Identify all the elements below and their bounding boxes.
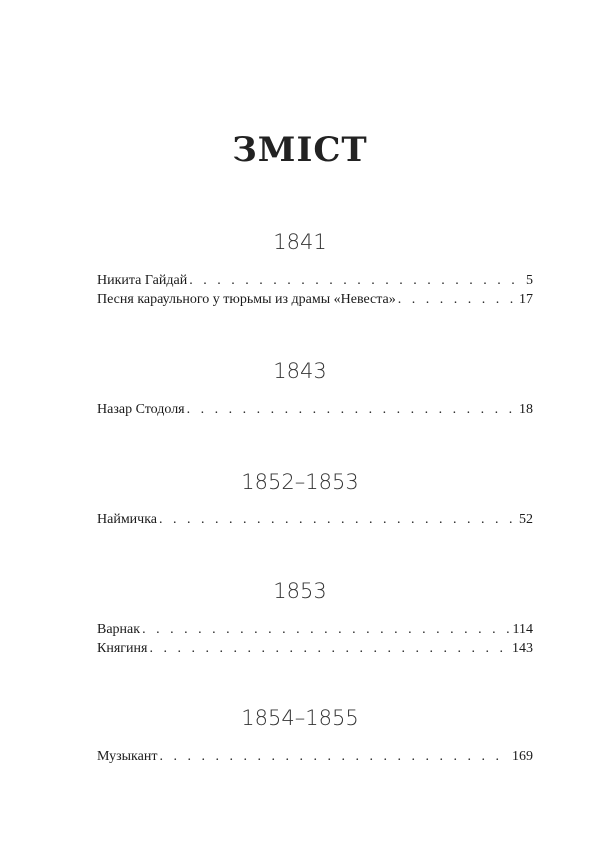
leader-dots xyxy=(159,511,517,529)
entry-title: Варнак xyxy=(97,622,141,637)
entry-page: 52 xyxy=(519,512,533,527)
section-year: 1853 xyxy=(273,579,327,603)
entry-page: 5 xyxy=(526,273,533,288)
entry-title: Княгиня xyxy=(97,641,148,656)
section-year: 1852–1853 xyxy=(241,470,359,494)
entry-page: 143 xyxy=(512,641,533,656)
toc-entry[interactable] xyxy=(97,272,533,290)
toc-entry[interactable] xyxy=(97,621,533,639)
entry-title: Наймичка xyxy=(97,512,158,527)
leader-dots xyxy=(187,401,517,419)
toc-entry[interactable] xyxy=(97,748,533,766)
section-year: 1854–1855 xyxy=(241,706,359,730)
page-title: ЗМІСТ xyxy=(232,130,368,170)
entry-page: 169 xyxy=(512,749,533,764)
leader-dots xyxy=(149,640,510,658)
toc-entry[interactable] xyxy=(97,291,533,309)
entry-page: 114 xyxy=(512,622,533,637)
toc-entry[interactable] xyxy=(97,511,533,529)
toc-entry[interactable] xyxy=(97,640,533,658)
entry-title: Песня караульного у тюрьмы из драмы «Невеста» xyxy=(97,292,396,307)
entry-title: Никита Гайдай xyxy=(97,273,188,288)
leader-dots xyxy=(142,621,510,639)
leader-dots xyxy=(159,748,510,766)
leader-dots xyxy=(398,291,517,309)
entry-title: Музыкант xyxy=(97,749,158,764)
section-year: 1841 xyxy=(273,230,327,254)
toc-entry[interactable] xyxy=(97,401,533,419)
entry-page: 17 xyxy=(519,292,533,307)
entry-title: Назар Стодоля xyxy=(97,402,185,417)
entry-page: 18 xyxy=(519,402,533,417)
leader-dots xyxy=(189,272,524,290)
section-year: 1843 xyxy=(273,359,327,383)
